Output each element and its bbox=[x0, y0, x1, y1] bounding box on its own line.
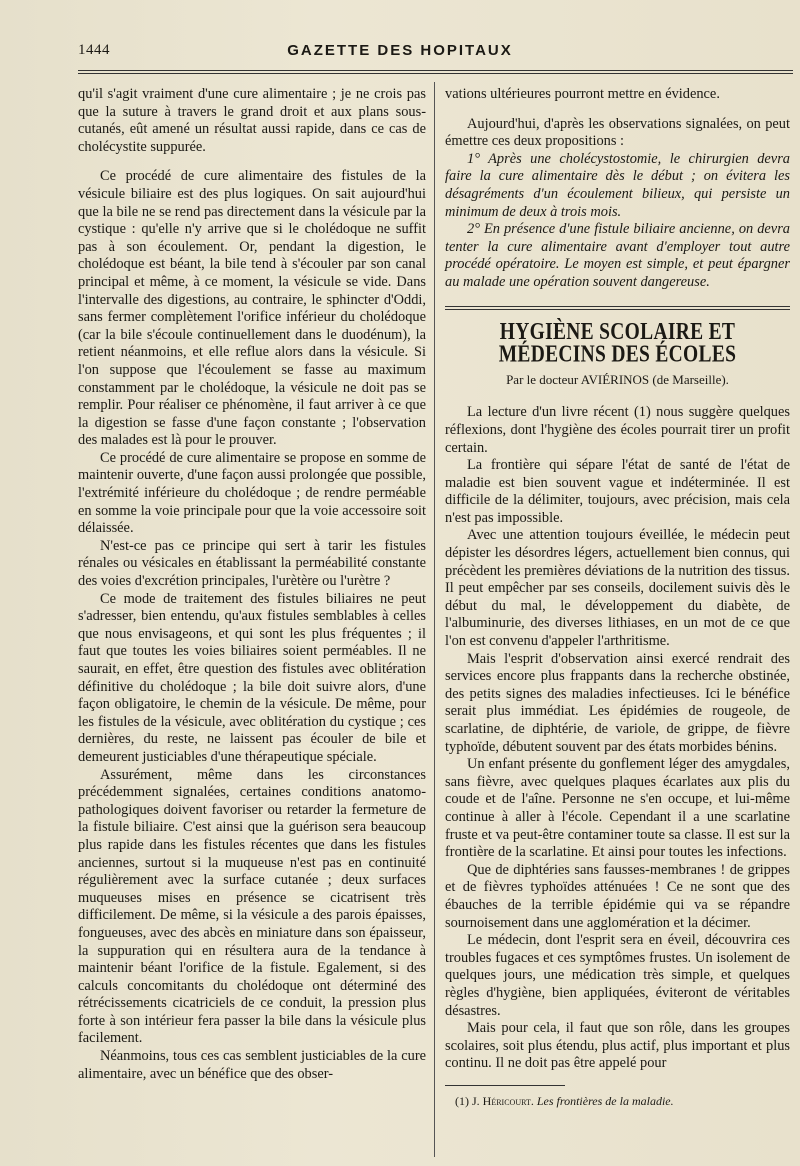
left-paragraph-2: Ce procédé de cure alimentaire des fistules de la vésicule biliaire est des plus logiques. On sait aujourd'hui que la bile ne se rend pas directement dans la vésicule par la cystique : qu'elle n'y arrive que si le cholédoque ne suffit pas à son écoulement. Or, pendant la digestion, le cholédoque est béant, la bile tend à s'écouler par son canal principal et même, à ce moment, la vésicule se vide. Dans l'intervalle des digestions, au contraire, le sphincter d'Oddi, sans fermer complètement l'orifice inférieur du cholédoque (car la bile s'écoule continuellement dans le duodénum), la retient néanmoins, et elle reflue alors dans la vésicule. Si l'on suppose que l'écoulement se fasse au maximum constamment par le cholédoque, la vésicule ne doit pas se remplir. Pour réaliser ce phénomène, il faut arriver à ce que la digestion se fasse d'une façon constante ; l'observation des malades est là pour le prouver. bbox=[78, 168, 426, 449]
right-paragraph-5: Un enfant présente du gonflement léger des amygdales, sans fièvre, avec quelques plaques écarlates aux plis du coude et de l'aîne. Personne ne s'en occupe, et lui-même continue à aller à l'école. Cependant il a une scarlatine fruste et va peut-être contaminer toute sa classe. Il est sur la frontière de la scarlatine. Et ainsi pour toutes les infections. bbox=[445, 756, 790, 861]
left-paragraph-5: Ce mode de traitement des fistules biliaires ne peut s'adresser, bien entendu, qu'aux fistules semblables à celles que nous envisageons, et qui sont les plus fréquentes ; il faut que toutes les voies biliaires soient perméables. Il ne saurait, en effet, être question des fistules avec oblitération définitive du cholédoque ; la bile doit suivre alors, d'une façon obligatoire, le chemin de la vésicule. De même, pour les fistules de la vésicule, avec oblitération du cystique ; ces dernières, du reste, ne laissent pas écouler de bile et demeurent justiciables d'une thérapeutique spéciale. bbox=[78, 590, 426, 765]
right-paragraph-7: Le médecin, dont l'esprit sera en éveil, découvrira ces troubles fugaces et ces symptômes frustes. Un isolement de quelques jours, une médication très simple, et quelques règles d'hygiène, bien appliquées, éviteront de véritables désastres. bbox=[445, 932, 790, 1019]
proposition-2: 2° En présence d'une fistule biliaire ancienne, on devra tenter la cure alimentaire avant d'employer tout autre procédé opératoire. Le moyen est simple, et peut épargner au malade une opération souvent dangereuse. bbox=[445, 221, 790, 290]
journal-title: GAZETTE DES HOPITAUX bbox=[287, 42, 513, 59]
right-paragraph-8: Mais pour cela, il faut que son rôle, dans les groupes scolaires, soit plus étendu, plus actif, plus important et plus continu. Il ne doit pas être appelé pour bbox=[445, 1020, 790, 1072]
left-column bbox=[78, 86, 426, 1083]
right-paragraph-2: La frontière qui sépare l'état de santé de l'état de maladie est bien souvent vague et indéterminée. Il est difficile de la délimiter, toujours, avec précision, mais cela n'est pas impossible. bbox=[445, 457, 790, 526]
footnote-author: Héricourt. bbox=[482, 1093, 534, 1108]
footnote bbox=[445, 1094, 790, 1109]
section-title: HYGIÈNE SCOLAIRE ET MÉDECINS DES ÉCOLES bbox=[498, 318, 737, 367]
footnote-marker: (1) J. bbox=[455, 1093, 480, 1108]
left-paragraph-6: Assurément, même dans les circonstances précédemment signalées, certaines conditions anatomo-pathologiques doivent favoriser ou retarder la fermeture de la fistule biliaire. C'est ainsi que la guérison sera beaucoup plus rapide dans les fistules récentes que dans les fistules anciennes, surtout si la muqueuse n'est pas en continuité régulièrement avec la surface cutanée ; deux surfaces muqueuses mises en présence se cicatrisent très difficilement. De même, si la vésicule a des parois épaisses, fongueuses, avec des abcès en miniature dans son épaisseur, la suppuration qui en résultera aura de la tendance à maintenir béant l'orifice de la fistule. Egalement, si des calculs concomitants du cholédoque ont déterminé des rétrécissements cicatriciels de ce conduit, la pression plus forte à son intérieur fera passer la bile dans la vésicule plus facilement. bbox=[78, 766, 426, 1047]
footnote-title: Les frontières de la maladie. bbox=[536, 1093, 674, 1108]
section-divider bbox=[445, 306, 790, 310]
byline: Par le docteur AVIÉRINOS (de Marseille). bbox=[506, 371, 729, 387]
page-header bbox=[0, 42, 800, 72]
left-paragraph-7: Néanmoins, tous ces cas semblent justiciables de la cure alimentaire, avec un bénéfice que des obser- bbox=[78, 1048, 426, 1082]
proposition-1: 1° Après une cholécystostomie, le chirurgien devra faire la cure alimentaire dès le début ; on évitera les désagréments d'un écoulement bilieux, qui persiste un minimum de deux à trois mois. bbox=[445, 150, 790, 220]
right-paragraph-3: Avec une attention toujours éveillée, le médecin peut dépister les désordres légers, actuellement bien connus, qui précèdent les premières déviations de la nutrition des tissus. Il peut empêcher par ses conseils, docilement suivis dès le début du mal, le développement du diabète, de l'albuminurie, des diverses lithiases, en un mot de ce que l'on est convenu d'appeler l'arthritisme. bbox=[445, 527, 790, 650]
column-separator bbox=[434, 82, 435, 1157]
conclusion-intro: Aujourd'hui, d'après les observations signalées, on peut émettre ces deux propositions : bbox=[445, 115, 790, 150]
footnote-rule bbox=[445, 1085, 565, 1086]
right-column bbox=[445, 86, 790, 1109]
left-paragraph-3: Ce procédé de cure alimentaire se propose en somme de maintenir ouverte, d'une façon aussi prolongée que possible, l'extrémité inférieure du cholédoque ; de rendre perméable en somme la voie principale pour que la voie accessoire soit délaissée. bbox=[78, 449, 426, 537]
right-paragraph-4: Mais l'esprit d'observation ainsi exercé rendrait des services encore plus frappants dans la recherche obstinée, des petits signes des maladies infectieuses. Ici le bénéfice serait plus immédiat. Les épidémies de rougeole, de scarlatine, de diphtérie, de variole, de grippe, de fièvre typhoïde, débutent souvent par des états morbides bénins. bbox=[445, 650, 790, 755]
right-continuation: vations ultérieures pourront mettre en évidence. bbox=[445, 86, 720, 102]
header-rule bbox=[78, 70, 793, 74]
left-paragraph-1: qu'il s'agit vraiment d'une cure alimentaire ; je ne crois pas que la suture à travers le grand droit et aux plans sous-cutanés, eût amené un résultat aussi rapide, dans ce cas de cholécystite suppurée. bbox=[78, 86, 426, 155]
left-paragraph-4: N'est-ce pas ce principe qui sert à tarir les fistules rénales ou vésicales en établissant la perméabilité constante des voies d'excrétion principales, l'urètère ou l'urètre ? bbox=[78, 537, 426, 590]
right-paragraph-6: Que de diphtéries sans fausses-membranes ! de grippes et de fièvres typhoïdes atténuées ! Ce ne sont que des ébauches de la terrible épidémie qui va se répandre sournoisement dans une agglomération et la décimer. bbox=[445, 861, 790, 931]
right-paragraph-1: La lecture d'un livre récent (1) nous suggère quelques réflexions, dont l'hygiène des écoles pourrait tirer un profit certain. bbox=[445, 404, 790, 456]
page-number: 1444 bbox=[78, 42, 110, 58]
